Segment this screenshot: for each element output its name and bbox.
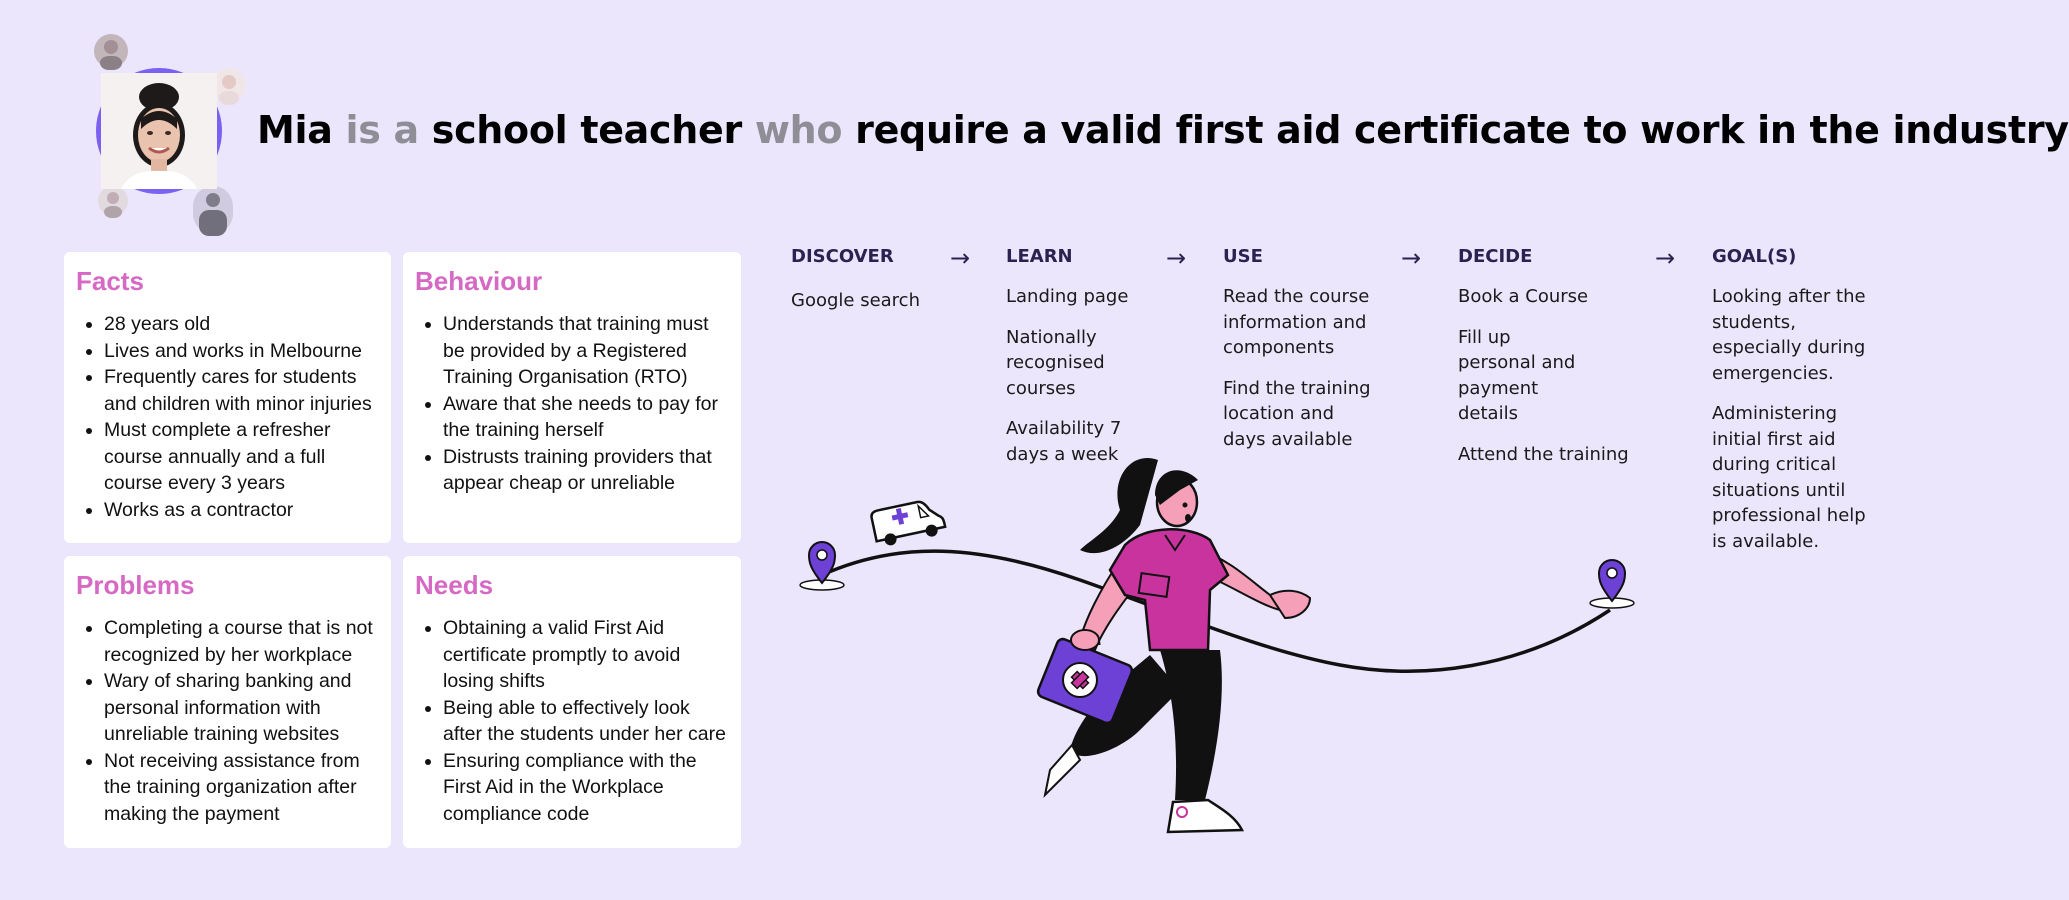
ambulance-icon — [870, 497, 946, 548]
list-item: • Works as a contractor — [104, 497, 379, 524]
headline-role: school teacher — [431, 108, 755, 152]
card-title: Behaviour — [415, 266, 543, 296]
stage-title-use: USE — [1223, 246, 1263, 267]
stage-title-learn: LEARN — [1006, 246, 1073, 267]
list-item: • Not receiving assistance from the training organization after making the payment — [104, 748, 379, 828]
list-item: • Must complete a refresher course annually and a full course every 3 years — [104, 417, 379, 497]
arrow-right-icon: → — [1655, 244, 1676, 272]
stage-items-use — [1223, 284, 1373, 467]
list-item: • Frequently cares for students and children with minor injuries — [104, 364, 379, 417]
headline-goal: require a valid first aid certificate to work in the industry — [855, 108, 2069, 152]
list-item: • Distrusts training providers that appear cheap or unreliable — [443, 444, 729, 497]
list-item: • Obtaining a valid First Aid certificate promptly to avoid losing shifts — [443, 615, 729, 695]
list-item: • Being able to effectively look after the students under her care — [443, 695, 729, 748]
needs-list — [415, 615, 729, 827]
arrow-right-icon: → — [950, 244, 971, 272]
list-item: • Lives and works in Melbourne — [104, 338, 379, 365]
behaviour-list — [415, 311, 729, 497]
list-item: • 28 years old — [104, 311, 379, 338]
avatar-small-4 — [193, 186, 233, 234]
list-item: • Completing a course that is not recognized by her workplace — [104, 615, 379, 668]
card-title: Facts — [76, 266, 144, 296]
location-pin-icon — [1590, 560, 1634, 608]
headline-connector-2: who — [754, 108, 856, 152]
stage-item: Google search — [791, 290, 920, 311]
stage-items-discover — [791, 288, 976, 329]
stage-item: Book a Course — [1458, 286, 1589, 307]
avatar-small-3 — [98, 186, 128, 216]
avatar-small-2 — [212, 68, 246, 102]
list-item: • Wary of sharing banking and personal information with unreliable training websites — [104, 668, 379, 748]
facts-card — [64, 252, 391, 543]
stage-title-discover: DISCOVER — [791, 246, 894, 267]
avatar-small-1 — [94, 34, 128, 68]
list-item: • Understands that training must be provided by a Registered Training Organisation (RTO) — [443, 311, 729, 391]
location-pin-icon — [800, 542, 844, 590]
stage-item: Availability 7 days a week — [1006, 418, 1122, 465]
card-title: Needs — [415, 570, 494, 600]
stage-item: Administering initial first aid during critical situations until professional help is available. — [1712, 403, 1866, 552]
stage-title-decide: DECIDE — [1458, 246, 1533, 267]
stage-item: Find the training location and days available — [1223, 377, 1371, 450]
card-title: Problems — [76, 570, 195, 600]
stage-item: Landing page — [1006, 286, 1129, 307]
woman-running-illustration — [1036, 458, 1310, 832]
list-item: • Ensuring compliance with the First Aid in the Workplace compliance code — [443, 748, 729, 828]
arrow-right-icon: → — [1401, 244, 1422, 272]
headline-name: Mia — [257, 108, 346, 152]
stage-title-goals: GOAL(S) — [1712, 246, 1797, 267]
stage-items-goals — [1712, 284, 1877, 569]
stage-item: Nationally recognised courses — [1006, 326, 1105, 399]
stage-item: Fill up personal and payment details — [1458, 326, 1576, 424]
stage-item: Looking after the students, especially during emergencies. — [1712, 286, 1866, 384]
woman-portrait-icon — [101, 73, 217, 189]
journey-illustration — [780, 450, 1680, 870]
behaviour-card — [403, 252, 741, 543]
needs-card — [403, 556, 741, 848]
problems-list — [76, 615, 379, 827]
problems-card — [64, 556, 391, 848]
list-item: • Aware that she needs to pay for the training herself — [443, 391, 729, 444]
persona-avatar — [96, 68, 222, 194]
arrow-right-icon: → — [1166, 244, 1187, 272]
stage-item: Read the course information and components — [1223, 286, 1370, 358]
persona-headline — [257, 108, 2069, 152]
facts-list — [76, 311, 379, 523]
stage-item: Attend the training — [1458, 443, 1629, 465]
headline-connector: is a — [345, 108, 432, 152]
